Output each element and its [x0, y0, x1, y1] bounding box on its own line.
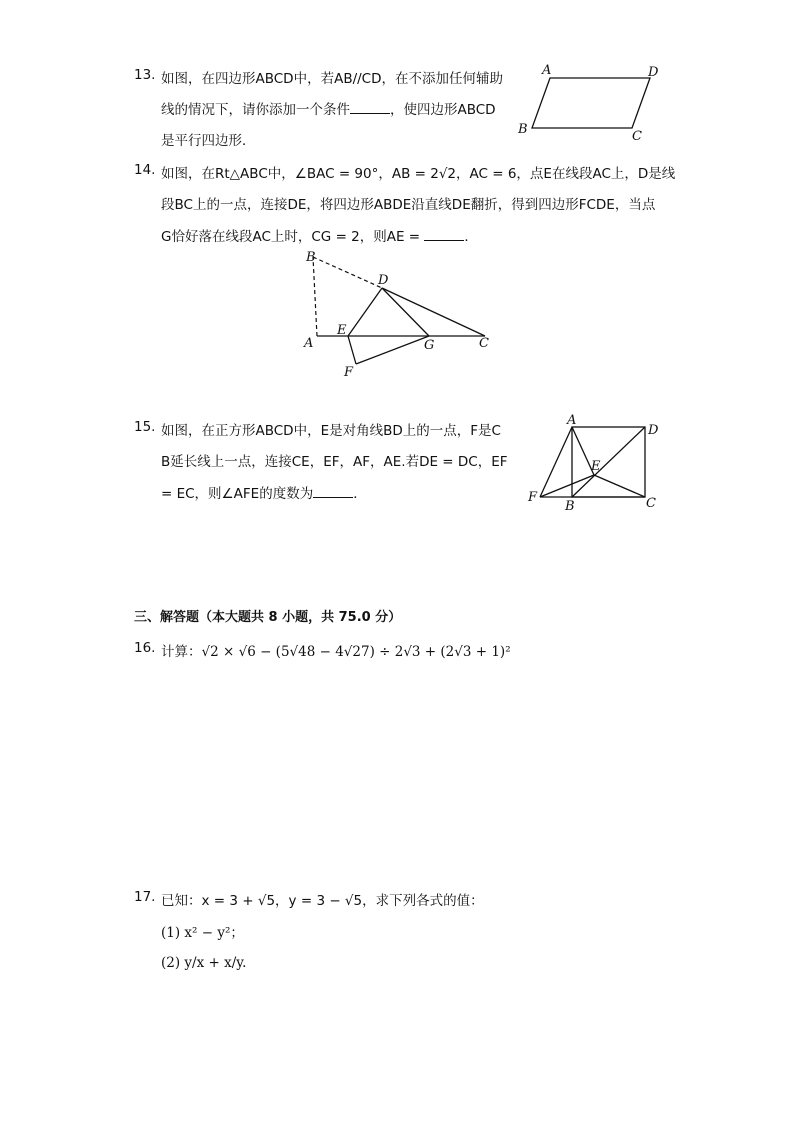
answer-blank[interactable] — [424, 226, 464, 241]
point-label-f: F — [528, 490, 538, 505]
question-text-line-1: 已知：x = 3 + √5，y = 3 − √5，求下列各式的值： — [161, 893, 484, 909]
question-number: 15. — [134, 419, 156, 435]
question-text-segment: = EC，则∠AFE的度数为 — [161, 486, 314, 502]
math-expression: √2 × √6 − (5√48 − 4√27) ÷ 2√3 + (2√3 + 1)² — [201, 644, 511, 660]
segment-fg — [356, 336, 429, 364]
question-number: 17. — [134, 889, 156, 905]
point-label-g: G — [424, 338, 435, 353]
vertex-label-d: D — [648, 423, 659, 438]
question-text-segment: G恰好落在线段AC上时，CG = 2，则AE = — [161, 229, 425, 245]
question-number: 13. — [134, 67, 156, 83]
point-label-c: C — [479, 336, 489, 351]
question-text-segment: 线的情况下，请你添加一个条件 — [161, 102, 350, 118]
vertex-label-a: A — [567, 413, 577, 428]
segment-de — [348, 288, 382, 336]
point-label-e: E — [337, 323, 347, 338]
question-text-line-1: 如图，在四边形ABCD中，若AB//CD，在不添加任何辅助 — [161, 71, 503, 87]
vertex-label-a: A — [542, 63, 552, 78]
question-text-line-2: B延长线上一点，连接CE，EF，AF，AE.若DE = DC，EF — [161, 454, 508, 470]
triangle-fold-figure — [298, 248, 498, 383]
parallelogram-figure — [510, 58, 670, 144]
vertex-label-b: B — [518, 122, 528, 137]
point-label-b: B — [306, 250, 316, 265]
segment-ef — [348, 336, 356, 364]
segment-ec — [594, 475, 645, 497]
vertex-label-c: C — [646, 496, 656, 511]
section-heading — [134, 606, 401, 625]
sub-question-1: (1) x² − y²； — [161, 925, 244, 941]
vertex-label-c: C — [632, 129, 642, 144]
question-label: 计算： — [161, 644, 202, 660]
question-number: 14. — [134, 162, 156, 178]
sub-question-2: (2) y/x + x/y. — [161, 955, 247, 971]
parallelogram-shape — [532, 78, 650, 128]
question-text-line-3 — [161, 225, 478, 245]
dashed-segment-ab — [313, 257, 317, 336]
square-figure — [522, 412, 670, 514]
question-text-line-3: 是平行四边形． — [161, 133, 256, 149]
diagonal-bd — [572, 427, 645, 497]
question-text-segment: ，使四边形ABCD — [390, 102, 496, 118]
segment-dc — [382, 288, 485, 336]
question-text-line-1: 如图，在正方形ABCD中，E是对角线BD上的一点，F是C — [161, 423, 501, 439]
vertex-label-b: B — [565, 499, 575, 514]
point-label-e: E — [591, 459, 601, 474]
point-label-a: A — [304, 336, 314, 351]
vertex-label-d: D — [648, 65, 659, 80]
point-label-d: D — [378, 273, 389, 288]
question-text-line-1: 如图，在Rt△ABC中，∠BAC = 90°，AB = 2√2，AC = 6，点E在线段AC上，D是线 — [161, 166, 676, 182]
question-text-line-2 — [161, 98, 496, 118]
section-title: 三、解答题（本大题共 8 小题，共 75.0 分） — [134, 610, 402, 625]
question-text-segment: ． — [353, 486, 367, 502]
question-text-line-3 — [161, 482, 367, 502]
dashed-segment-bd — [313, 257, 382, 288]
question-text-line-1 — [161, 640, 511, 660]
question-text-segment: ． — [464, 229, 478, 245]
point-label-f: F — [344, 365, 354, 380]
question-text-line-2: 段BC上的一点，连接DE，将四边形ABDE沿直线DE翻折，得到四边形FCDE，当点 — [161, 197, 656, 213]
segment-dg — [382, 288, 429, 336]
answer-blank[interactable] — [313, 483, 353, 498]
question-number: 16. — [134, 640, 156, 656]
answer-blank[interactable] — [350, 99, 390, 114]
